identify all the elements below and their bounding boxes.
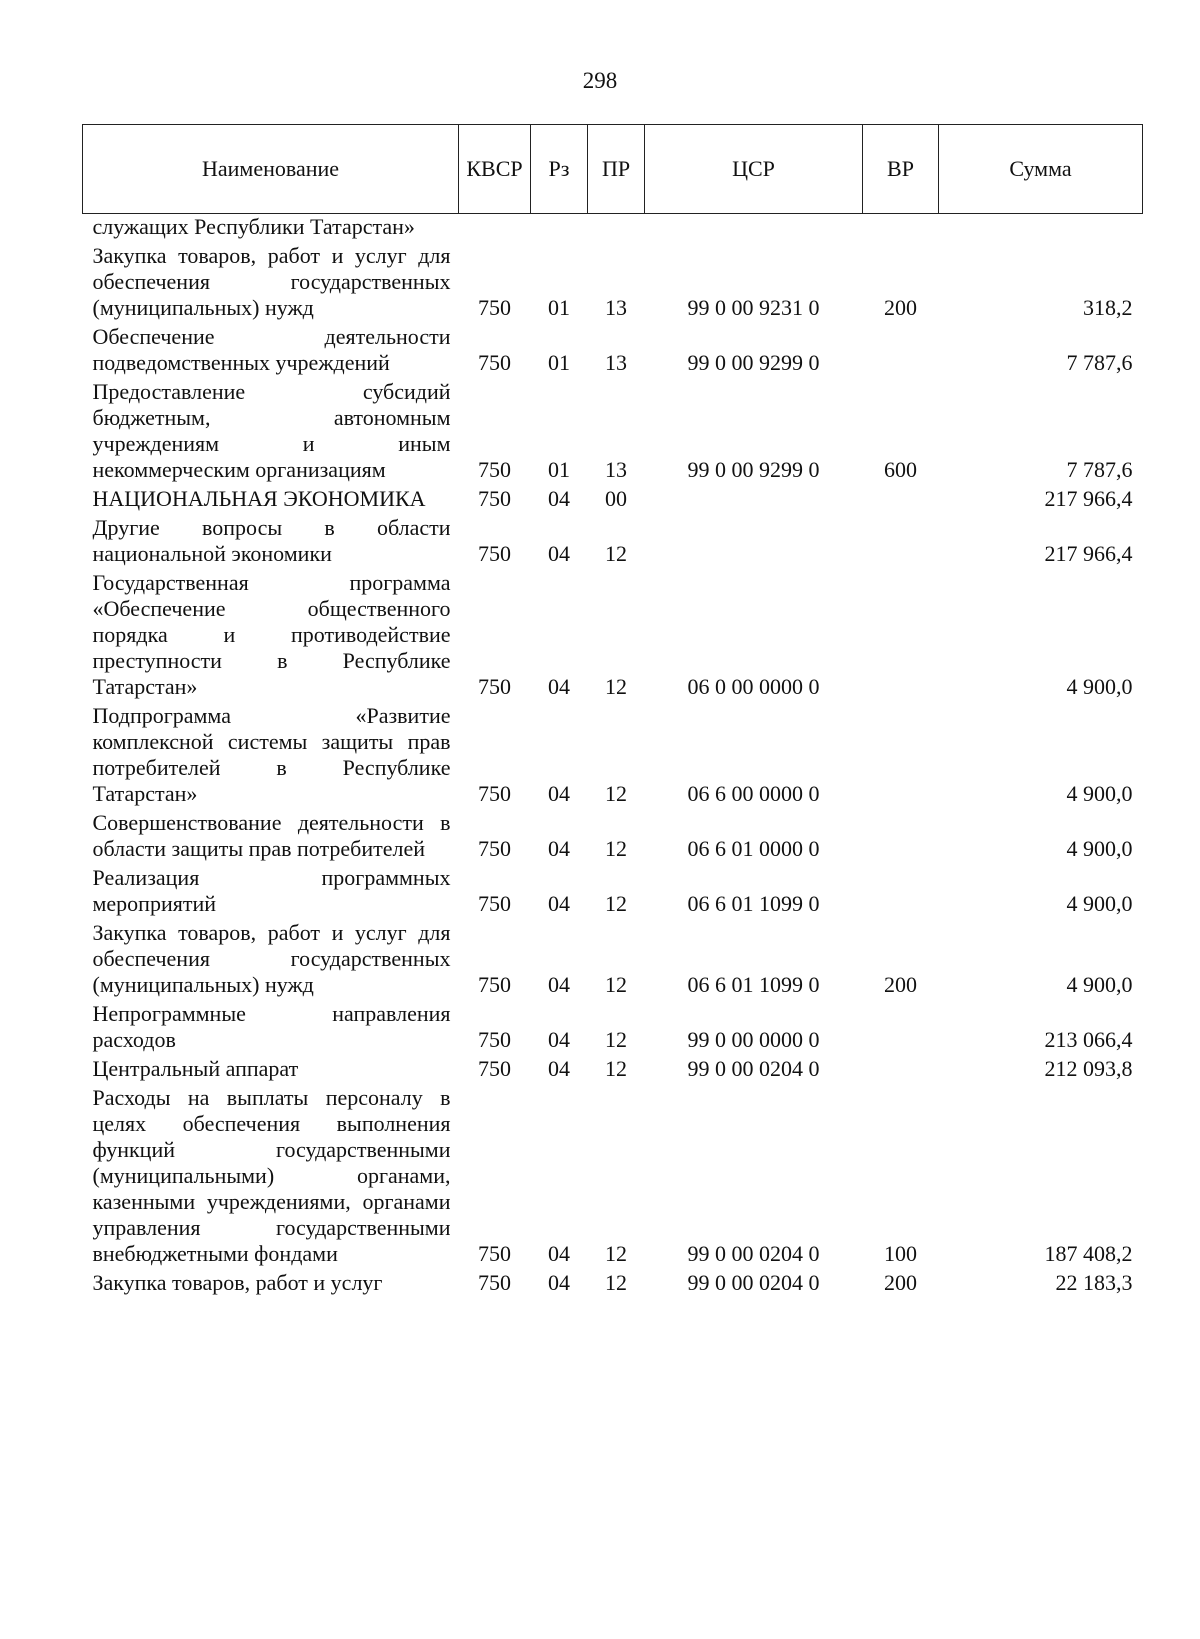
cell-csr [645, 214, 863, 244]
cell-sum: 213 066,4 [1044, 1027, 1133, 1052]
cell-kvsr: 750 [478, 891, 511, 916]
cell-vr [863, 865, 939, 920]
table-row [83, 703, 1143, 810]
cell-csr: 06 6 01 0000 0 [687, 836, 820, 861]
cell-pr: 12 [605, 891, 627, 916]
cell-csr [645, 515, 863, 570]
cell-rz: 04 [548, 972, 570, 997]
cell-pr: 12 [605, 674, 627, 699]
cell-rz: 04 [548, 1056, 570, 1081]
table-row [83, 243, 1143, 324]
cell-name: Расходы на выплаты персоналу в целях обеспечения выполнения функций государственными (муниципальными) органами, казенными учреждениями, органами управления государственными внебюджетными фондами [92, 1085, 451, 1266]
cell-pr: 12 [605, 836, 627, 861]
cell-kvsr: 750 [478, 457, 511, 482]
cell-pr: 12 [605, 1027, 627, 1052]
cell-rz: 01 [548, 457, 570, 482]
header-rz: Рз [531, 125, 588, 214]
cell-sum: 4 900,0 [1066, 891, 1133, 916]
cell-csr: 99 0 00 0204 0 [687, 1241, 820, 1266]
table-row [83, 920, 1143, 1001]
cell-name: Подпрограмма «Развитие комплексной системы защиты прав потребителей в Республике Татарстан» [92, 703, 451, 806]
cell-rz: 04 [548, 836, 570, 861]
cell-kvsr: 750 [478, 1027, 511, 1052]
table-row [83, 865, 1143, 920]
cell-rz: 01 [548, 350, 570, 375]
cell-rz: 04 [548, 1027, 570, 1052]
cell-sum: 217 966,4 [1044, 541, 1133, 566]
cell-pr: 12 [605, 972, 627, 997]
cell-vr [863, 486, 939, 515]
cell-csr: 06 6 00 0000 0 [687, 781, 820, 806]
cell-sum: 4 900,0 [1066, 781, 1133, 806]
cell-rz: 04 [548, 1241, 570, 1266]
table-row [83, 1056, 1143, 1085]
cell-sum [939, 214, 1143, 244]
cell-pr: 12 [605, 1241, 627, 1266]
cell-vr: 200 [884, 295, 917, 320]
cell-name: Обеспечение деятельности подведомственных учреждений [92, 324, 451, 375]
cell-vr [863, 515, 939, 570]
header-vr: ВР [863, 125, 939, 214]
cell-name: Реализация программных мероприятий [92, 865, 451, 916]
cell-name: Предоставление субсидий бюджетным, автономным учреждениям и иным некоммерческим организациям [92, 379, 451, 482]
cell-rz: 01 [548, 295, 570, 320]
cell-vr [863, 703, 939, 810]
cell-name: Государственная программа «Обеспечение общественного порядка и противодействие преступности в Республике Татарстан» [92, 570, 451, 699]
cell-kvsr: 750 [478, 486, 511, 511]
cell-sum: 4 900,0 [1066, 674, 1133, 699]
cell-kvsr: 750 [478, 1056, 511, 1081]
table-row [83, 486, 1143, 515]
cell-rz: 04 [548, 1270, 570, 1295]
cell-sum: 4 900,0 [1066, 972, 1133, 997]
table-row [83, 379, 1143, 486]
cell-pr: 12 [605, 1056, 627, 1081]
cell-csr: 06 0 00 0000 0 [687, 674, 820, 699]
cell-pr: 13 [605, 457, 627, 482]
cell-vr [863, 1001, 939, 1056]
cell-sum: 212 093,8 [1044, 1056, 1133, 1081]
table-row [83, 515, 1143, 570]
cell-vr: 600 [884, 457, 917, 482]
cell-vr [863, 214, 939, 244]
cell-pr: 12 [605, 781, 627, 806]
cell-kvsr [459, 214, 531, 244]
cell-rz: 04 [548, 891, 570, 916]
header-sum: Сумма [939, 125, 1143, 214]
cell-pr [588, 214, 645, 244]
cell-csr: 99 0 00 9299 0 [687, 457, 820, 482]
cell-name: НАЦИОНАЛЬНАЯ ЭКОНОМИКА [92, 486, 426, 511]
table-header-row [83, 125, 1143, 214]
cell-pr: 13 [605, 350, 627, 375]
cell-vr: 200 [884, 972, 917, 997]
cell-kvsr: 750 [478, 541, 511, 566]
table-row [83, 1001, 1143, 1056]
cell-sum: 4 900,0 [1066, 836, 1133, 861]
cell-vr [863, 324, 939, 379]
table-body [83, 214, 1143, 1300]
cell-csr: 99 0 00 0000 0 [687, 1027, 820, 1052]
cell-kvsr: 750 [478, 1241, 511, 1266]
cell-vr: 200 [884, 1270, 917, 1295]
cell-sum: 187 408,2 [1044, 1241, 1133, 1266]
cell-kvsr: 750 [478, 1270, 511, 1295]
cell-sum: 318,2 [1083, 295, 1133, 320]
cell-sum: 7 787,6 [1066, 350, 1133, 375]
cell-csr: 06 6 01 1099 0 [687, 891, 820, 916]
cell-kvsr: 750 [478, 781, 511, 806]
cell-vr [863, 1056, 939, 1085]
table-row [83, 810, 1143, 865]
cell-csr: 99 0 00 0204 0 [687, 1270, 820, 1295]
header-pr: ПР [588, 125, 645, 214]
cell-kvsr: 750 [478, 972, 511, 997]
cell-rz: 04 [548, 674, 570, 699]
cell-sum: 7 787,6 [1066, 457, 1133, 482]
cell-csr [645, 486, 863, 515]
cell-sum: 22 183,3 [1055, 1270, 1133, 1295]
cell-rz: 04 [548, 541, 570, 566]
budget-table [82, 124, 1143, 1299]
cell-pr: 00 [605, 486, 627, 511]
header-kvsr: КВСР [459, 125, 531, 214]
cell-name: Закупка товаров, работ и услуг для обеспечения государственных (муниципальных) нужд [92, 920, 451, 997]
cell-pr: 12 [605, 1270, 627, 1295]
table-row [83, 1270, 1143, 1299]
cell-name: Закупка товаров, работ и услуг [92, 1270, 383, 1295]
cell-kvsr: 750 [478, 350, 511, 375]
cell-name: Закупка товаров, работ и услуг для обеспечения государственных (муниципальных) нужд [92, 243, 451, 320]
cell-pr: 12 [605, 541, 627, 566]
cell-pr: 13 [605, 295, 627, 320]
cell-kvsr: 750 [478, 836, 511, 861]
cell-kvsr: 750 [478, 295, 511, 320]
cell-name: Центральный аппарат [92, 1056, 299, 1081]
cell-rz: 04 [548, 486, 570, 511]
table-row [83, 1085, 1143, 1270]
table-row [83, 570, 1143, 703]
cell-csr: 06 6 01 1099 0 [687, 972, 820, 997]
cell-sum: 217 966,4 [1044, 486, 1133, 511]
cell-rz: 04 [548, 781, 570, 806]
cell-kvsr: 750 [478, 674, 511, 699]
cell-vr [863, 570, 939, 703]
cell-csr: 99 0 00 0204 0 [687, 1056, 820, 1081]
cell-name: Непрограммные направления расходов [92, 1001, 451, 1052]
table-row [83, 324, 1143, 379]
cell-rz [531, 214, 588, 244]
page-number: 298 [582, 68, 618, 93]
cell-csr: 99 0 00 9231 0 [687, 295, 820, 320]
cell-vr: 100 [884, 1241, 917, 1266]
cell-vr [863, 810, 939, 865]
header-csr: ЦСР [645, 125, 863, 214]
cell-csr: 99 0 00 9299 0 [687, 350, 820, 375]
cell-name: Совершенствование деятельности в области защиты прав потребителей [92, 810, 451, 861]
cell-name: служащих Республики Татарстан» [92, 214, 415, 239]
header-name: Наименование [83, 125, 459, 214]
cell-name: Другие вопросы в области национальной экономики [92, 515, 451, 566]
table-row [83, 214, 1143, 244]
